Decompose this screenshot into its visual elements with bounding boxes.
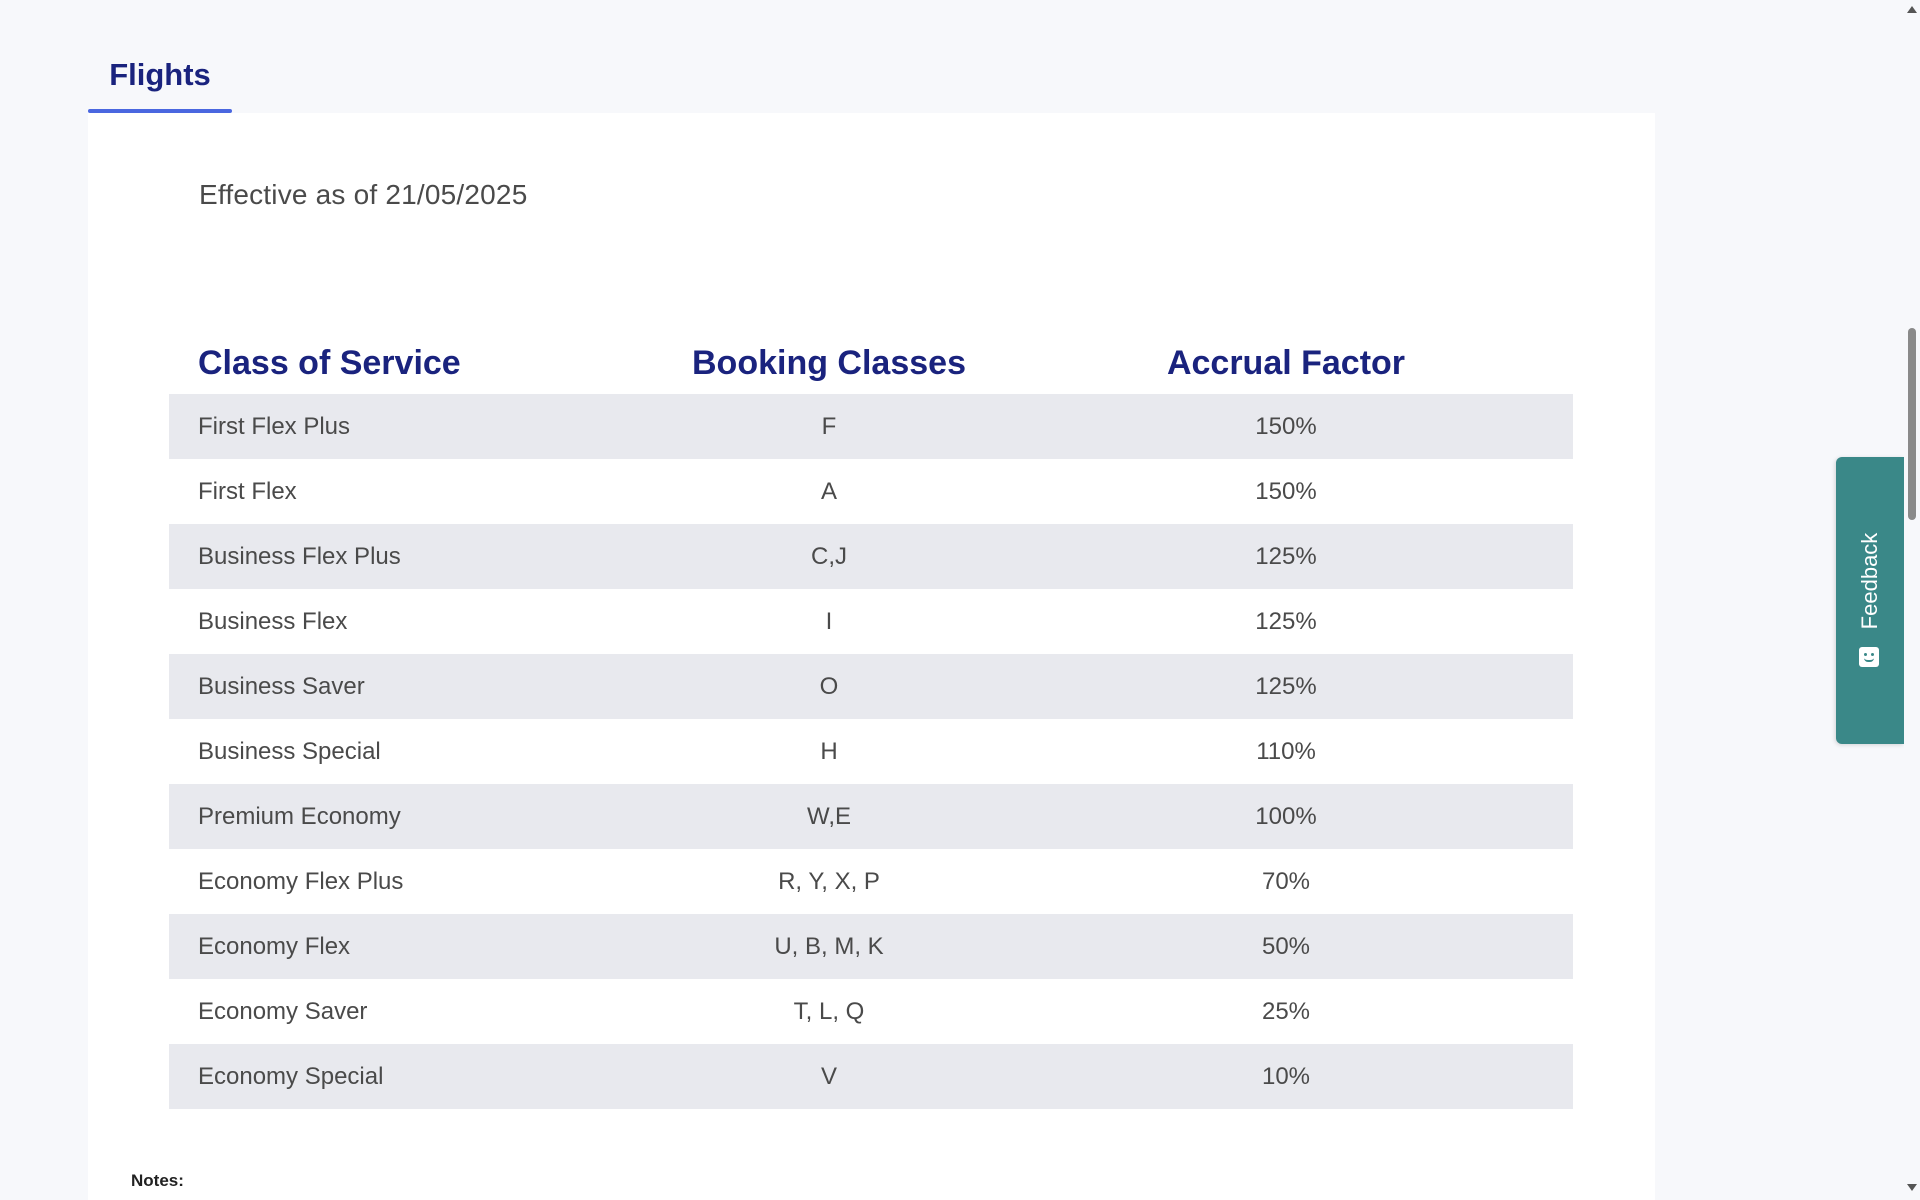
table-row <box>169 459 1573 524</box>
class-of-service-cell: Business Flex Plus <box>198 543 401 570</box>
class-of-service-cell: Economy Flex Plus <box>198 868 404 895</box>
header-class-of-service: Class of Service <box>198 344 461 382</box>
booking-classes-cell: W,E <box>806 803 851 830</box>
table-header <box>169 333 1573 394</box>
table-row <box>169 849 1573 914</box>
class-of-service-cell: Business Flex <box>198 608 348 635</box>
table-row <box>169 589 1573 654</box>
accrual-factor-cell: 110% <box>1256 738 1316 765</box>
accrual-factor-cell: 25% <box>1261 998 1311 1025</box>
accrual-factor-cell: 50% <box>1261 933 1311 960</box>
class-of-service-cell: First Flex Plus <box>198 413 351 440</box>
feedback-label: Feedback <box>1857 532 1882 630</box>
class-of-service-cell: Business Saver <box>198 673 365 700</box>
table-row <box>169 784 1573 849</box>
accrual-factor-cell: 125% <box>1255 608 1317 635</box>
table-row <box>169 979 1573 1044</box>
accrual-factor-cell: 70% <box>1261 868 1311 895</box>
effective-date: Effective as of 21/05/2025 <box>199 179 528 210</box>
smile-chat-icon <box>1859 647 1879 667</box>
table-row <box>169 1044 1573 1109</box>
booking-classes-cell: H <box>820 738 838 765</box>
booking-classes-cell: I <box>825 608 833 635</box>
booking-classes-cell: T, L, Q <box>793 998 865 1025</box>
class-of-service-cell: Business Special <box>198 738 381 765</box>
table-row <box>169 719 1573 784</box>
scroll-up-arrow-icon[interactable] <box>1907 6 1917 13</box>
accrual-factor-cell: 125% <box>1255 673 1317 700</box>
header-accrual-factor: Accrual Factor <box>1166 344 1406 382</box>
scrollbar[interactable] <box>1904 0 1920 1200</box>
class-of-service-cell: Economy Flex <box>198 933 351 960</box>
booking-classes-cell: U, B, M, K <box>774 933 884 960</box>
table-row <box>169 524 1573 589</box>
class-of-service-cell: Economy Saver <box>198 998 368 1025</box>
tab-flights[interactable]: Flights <box>109 57 211 92</box>
class-of-service-cell: First Flex <box>198 478 297 505</box>
header-booking-classes: Booking Classes <box>692 344 966 382</box>
scrollbar-thumb[interactable] <box>1908 328 1916 520</box>
accrual-factor-cell: 150% <box>1255 413 1317 440</box>
booking-classes-cell: R, Y, X, P <box>778 868 880 895</box>
feedback-button[interactable] <box>1836 457 1904 744</box>
scroll-down-arrow-icon[interactable] <box>1907 1184 1917 1191</box>
table-row <box>169 394 1573 459</box>
class-of-service-cell: Economy Special <box>198 1063 384 1090</box>
accrual-factor-cell: 10% <box>1261 1063 1311 1090</box>
accrual-factor-cell: 125% <box>1255 543 1317 570</box>
accrual-factor-cell: 150% <box>1255 478 1317 505</box>
table-row <box>169 914 1573 979</box>
booking-classes-cell: O <box>819 673 839 700</box>
table-row <box>169 654 1573 719</box>
booking-classes-cell: V <box>820 1063 837 1090</box>
content-card <box>88 113 1655 1200</box>
accrual-factor-cell: 100% <box>1255 803 1317 830</box>
accrual-table <box>169 333 1573 1109</box>
notes-label: Notes: <box>131 1171 184 1190</box>
booking-classes-cell: C,J <box>811 543 847 570</box>
booking-classes-cell: F <box>821 413 837 440</box>
booking-classes-cell: A <box>820 478 837 505</box>
class-of-service-cell: Premium Economy <box>198 803 401 830</box>
